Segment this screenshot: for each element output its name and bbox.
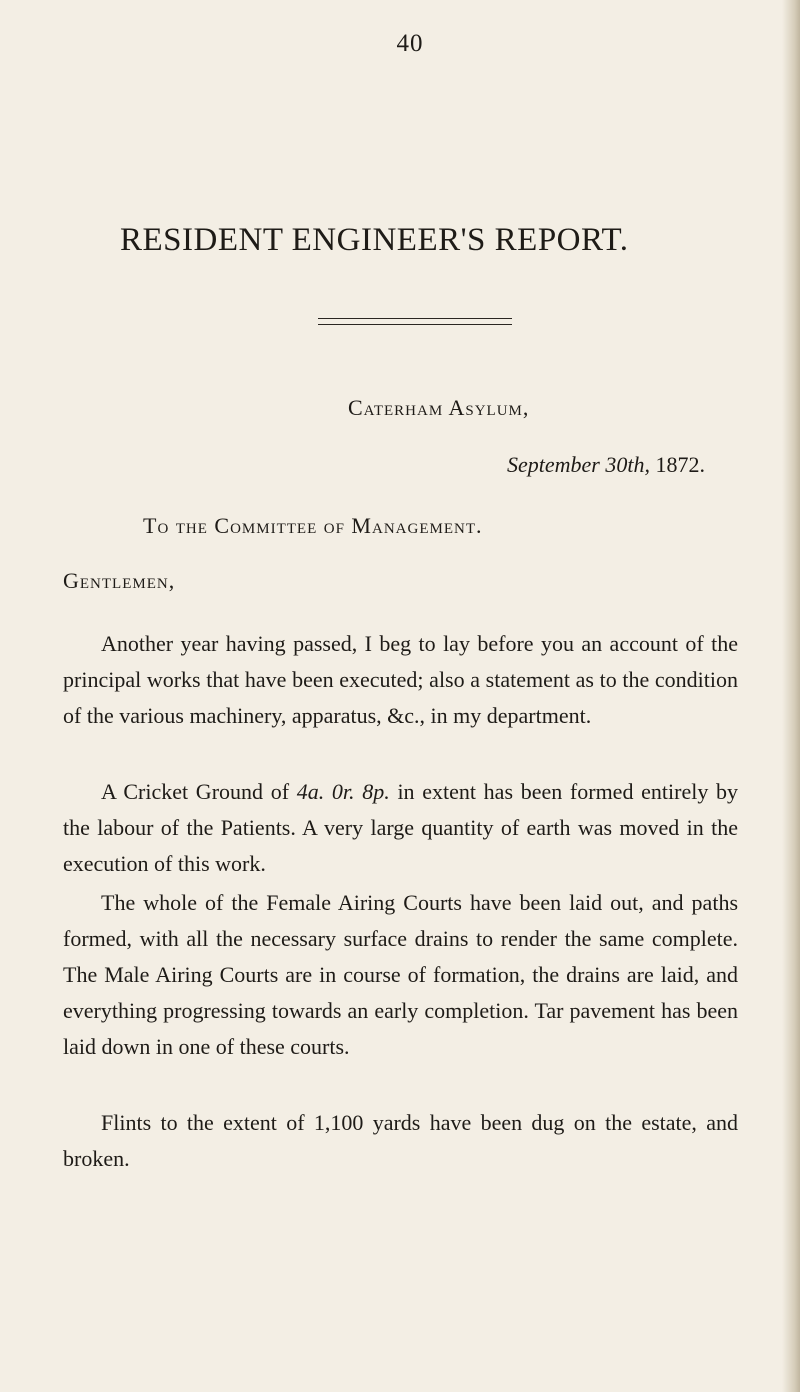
paragraph-4: Flints to the extent of 1,100 yards have been dug on the estate, and broken. [63,1110,738,1171]
addressee-line: To the Committee of Management. [143,513,483,538]
title-rule-bottom [318,324,512,325]
date-year: 1872. [655,452,705,477]
paragraph-2 [63,774,738,882]
paragraph-3: The whole of the Female Airing Courts have been laid out, and paths formed, with all the necessary surface drains to render the same complete. The Male Airing Courts are in course of formation, the drains are laid, and everything progressing towards an early completion. Tar pavement has been laid down in one of these courts. [63,890,738,1059]
paragraph-2-start: A Cricket Ground of [101,779,297,804]
place-line: Caterham Asylum, [348,395,530,420]
page-number: 40 [396,30,424,57]
date-line [507,452,705,478]
paragraph-2-end: in extent has been formed entirely by the labour of the Patients. A very large quantity of earth was moved in the execution of this work. [63,779,739,876]
title-rule-top [318,318,512,319]
paragraph-1: Another year having passed, I beg to lay before you an account of the principal works that have been executed; also a statement as to the condition of the various machinery, apparatus, &c., in my department. [63,631,738,728]
page-edge-shadow [782,0,800,1392]
ground-measure: 4a. 0r. 8p. [296,779,390,804]
report-title: RESIDENT ENGINEER'S REPORT. [120,222,629,258]
salutation: Gentlemen, [63,568,176,593]
date-month-day: September 30th, [507,452,650,477]
